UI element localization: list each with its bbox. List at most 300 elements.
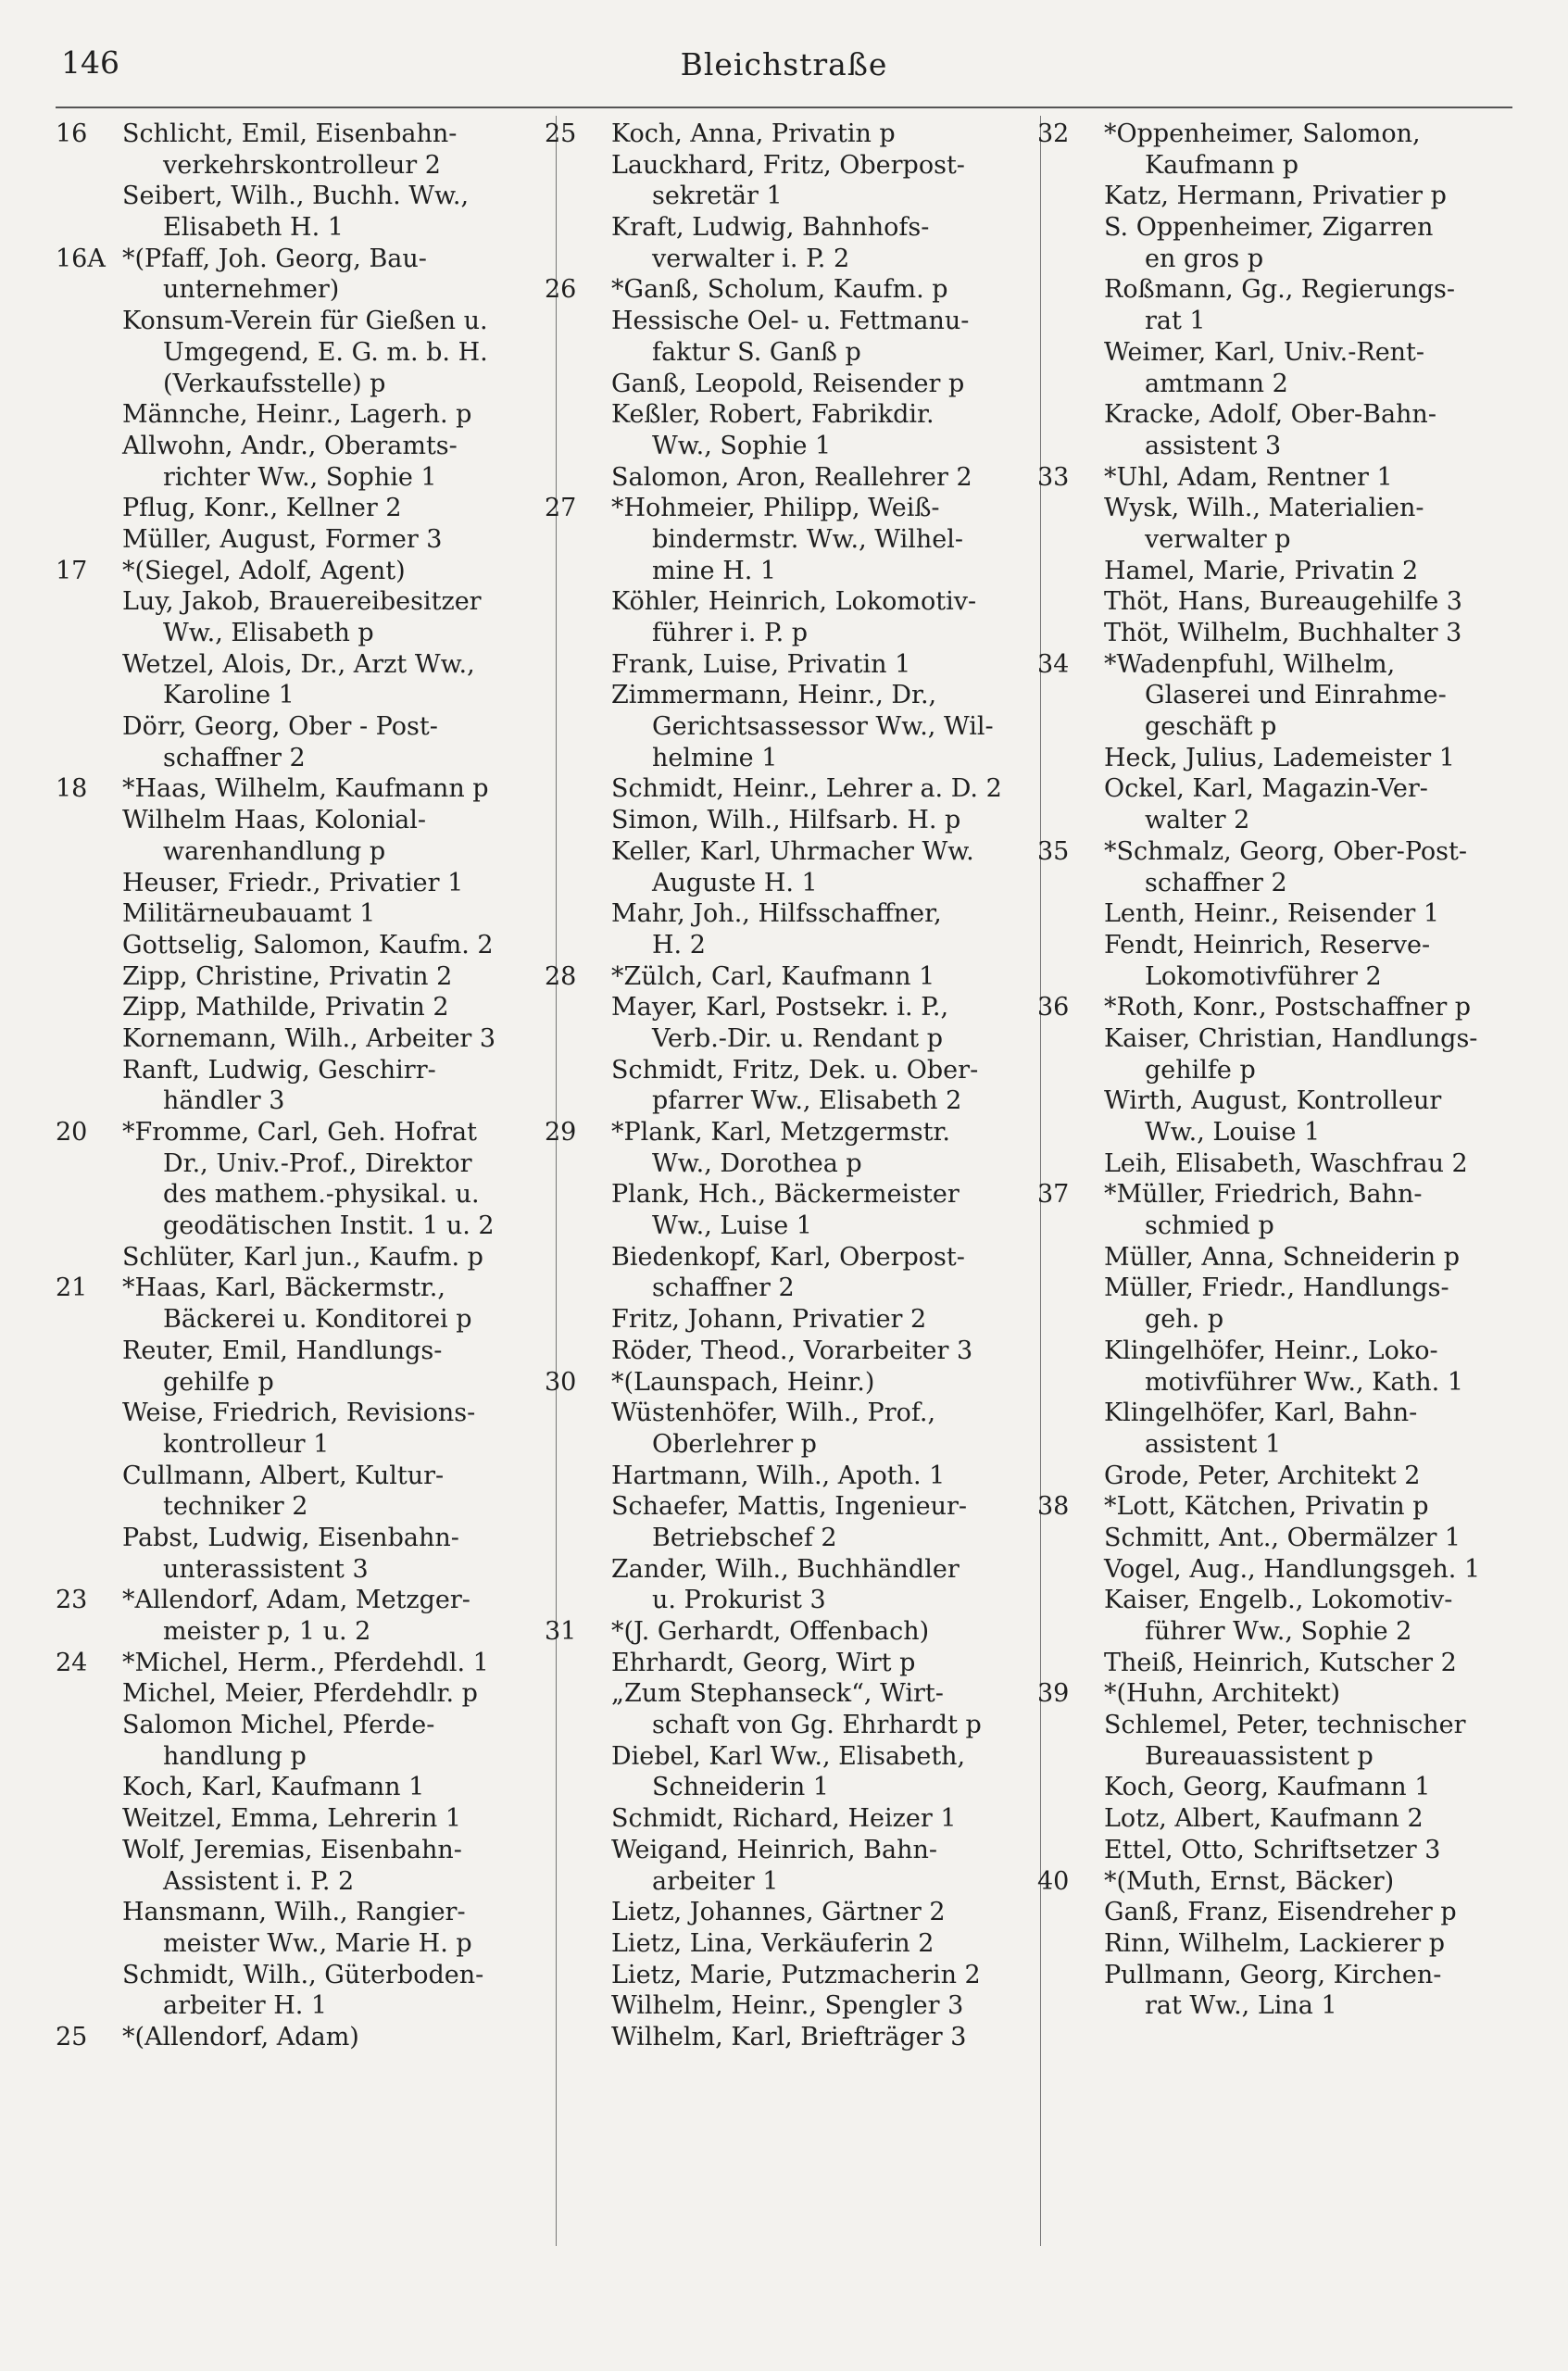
resident-entry-text: Zander, Wilh., Buchhändler [611, 1554, 960, 1584]
resident-entry-text: H. 2 [652, 930, 706, 960]
resident-entry-text: Fritz, Johann, Privatier 2 [611, 1305, 927, 1335]
resident-entry-text: *(Allendorf, Adam) [122, 2022, 359, 2051]
resident-entry-text: Theiß, Heinrich, Kutscher 2 [1104, 1648, 1457, 1677]
resident-entry-text: Heck, Julius, Lademeister 1 [1104, 743, 1455, 772]
resident-entry-text: schmied p [1145, 1211, 1274, 1241]
resident-entry-text: verwalter i. P. 2 [652, 244, 850, 273]
directory-line [56, 1023, 514, 1055]
directory-line [545, 2022, 1003, 2053]
resident-entry-text: verkehrskontrolleur 2 [163, 150, 441, 180]
resident-entry-text: Schlicht, Emil, Eisenbahn- [122, 119, 458, 148]
directory-line [1037, 836, 1496, 868]
resident-entry-text: arbeiter 1 [652, 1866, 779, 1896]
resident-entry-text: Zimmermann, Heinr., Dr., [611, 681, 937, 710]
resident-entry-text: Simon, Wilh., Hilfsarb. H. p [611, 806, 961, 835]
resident-entry-text: Assistent i. P. 2 [163, 1866, 355, 1896]
header-rule [56, 107, 1512, 108]
resident-entry-text: Plank, Hch., Bäckermeister [611, 1180, 960, 1210]
directory-line [1037, 524, 1496, 556]
directory-line [1037, 1304, 1496, 1336]
resident-entry-text: arbeiter H. 1 [163, 1991, 328, 2021]
resident-entry-text: Hartmann, Wilh., Apoth. 1 [611, 1461, 946, 1490]
house-number: 20 [56, 1118, 88, 1147]
directory-line [1037, 649, 1496, 681]
directory-line [1037, 1585, 1496, 1616]
resident-entry-text: Ww., Louise 1 [1145, 1118, 1321, 1147]
directory-line [545, 1023, 1003, 1055]
resident-entry-text: *Wadenpfuhl, Wilhelm, [1104, 649, 1396, 679]
directory-line [1037, 1429, 1496, 1461]
directory-line [56, 805, 514, 836]
resident-entry-text: Pflug, Konr., Kellner 2 [122, 494, 402, 523]
resident-entry-text: pfarrer Ww., Elisabeth 2 [652, 1086, 962, 1116]
directory-line [545, 556, 1003, 587]
resident-entry-text: Lotz, Albert, Kaufmann 2 [1104, 1804, 1424, 1834]
resident-entry-text: Wirth, August, Kontrolleur [1104, 1086, 1442, 1116]
directory-line [545, 1741, 1003, 1773]
directory-line [545, 431, 1003, 462]
resident-entry-text: sekretär 1 [652, 182, 783, 211]
resident-entry-text: *Fromme, Carl, Geh. Hofrat [122, 1118, 477, 1147]
directory-line [1037, 1741, 1496, 1773]
directory-line [545, 586, 1003, 618]
house-number: 28 [545, 961, 577, 991]
directory-line [545, 1616, 1003, 1648]
house-number: 40 [1037, 1866, 1070, 1896]
resident-entry-text: Hansmann, Wilh., Rangier- [122, 1898, 466, 1927]
directory-line [1037, 399, 1496, 431]
resident-entry-text: u. Prokurist 3 [652, 1586, 826, 1615]
column-3 [1037, 119, 1496, 2239]
resident-entry-text: Salomon, Aron, Reallehrer 2 [611, 462, 972, 492]
resident-entry-text: *Allendorf, Adam, Metzger- [122, 1586, 470, 1615]
resident-entry-text: kontrolleur 1 [163, 1429, 330, 1459]
resident-entry-text: Militärneubauamt 1 [122, 899, 376, 929]
resident-entry-text: Mahr, Joh., Hilfsschaffner, [611, 899, 942, 929]
resident-entry-text: des mathem.-physikal. u. [163, 1180, 480, 1210]
directory-line [545, 836, 1003, 868]
directory-line [1037, 1117, 1496, 1148]
resident-entry-text: walter 2 [1145, 806, 1250, 835]
resident-entry-text: verwalter p [1145, 524, 1291, 554]
resident-entry-text: *(Pfaff, Joh. Georg, Bau- [122, 244, 427, 273]
resident-entry-text: schaffner 2 [1145, 868, 1287, 897]
resident-entry-text: Wilhelm Haas, Kolonial- [122, 806, 426, 835]
resident-entry-text: händler 3 [163, 1086, 285, 1116]
directory-line [1037, 1772, 1496, 1803]
resident-entry-text: Schmidt, Wilh., Güterboden- [122, 1960, 484, 1989]
directory-line [56, 274, 514, 306]
resident-entry-text: Müller, Friedr., Handlungs- [1104, 1273, 1449, 1303]
directory-line [1037, 1678, 1496, 1710]
directory-line [545, 369, 1003, 400]
directory-line [56, 618, 514, 649]
resident-entry-text: Michel, Meier, Pferdehdlr. p [122, 1679, 478, 1709]
resident-entry-text: Schmitt, Ant., Obermälzer 1 [1104, 1523, 1461, 1552]
resident-entry-text: Lietz, Marie, Putzmacherin 2 [611, 1960, 981, 1989]
house-number: 23 [56, 1586, 88, 1615]
resident-entry-text: handlung p [163, 1741, 307, 1771]
directory-line [1037, 961, 1496, 993]
resident-entry-text: Pullmann, Georg, Kirchen- [1104, 1960, 1442, 1989]
directory-line [1037, 898, 1496, 930]
resident-entry-text: Ganß, Franz, Eisendreher p [1104, 1898, 1457, 1927]
resident-entry-text: Männche, Heinr., Lagerh. p [122, 400, 472, 430]
directory-line [56, 493, 514, 524]
directory-line [1037, 1491, 1496, 1523]
resident-entry-text: schaffner 2 [163, 743, 306, 772]
resident-entry-text: Kornemann, Wilh., Arbeiter 3 [122, 1023, 496, 1053]
directory-line [545, 1148, 1003, 1180]
directory-line [1037, 306, 1496, 337]
resident-entry-text: Biedenkopf, Karl, Oberpost- [611, 1242, 965, 1272]
directory-line [1037, 1273, 1496, 1304]
resident-entry-text: Auguste H. 1 [652, 868, 818, 897]
resident-entry-text: Schlemel, Peter, technischer [1104, 1711, 1466, 1740]
house-number: 32 [1037, 119, 1070, 148]
directory-line [545, 399, 1003, 431]
resident-entry-text: Vogel, Aug., Handlungsgeh. 1 [1104, 1554, 1481, 1584]
resident-entry-text: Wetzel, Alois, Dr., Arzt Ww., [122, 649, 475, 679]
directory-line [56, 1398, 514, 1429]
house-number: 18 [56, 774, 88, 804]
directory-line [56, 836, 514, 868]
directory-line [545, 1554, 1003, 1586]
resident-entry-text: Schlüter, Karl jun., Kaufm. p [122, 1242, 483, 1272]
directory-line [1037, 212, 1496, 244]
resident-entry-text: Weitzel, Emma, Lehrerin 1 [122, 1804, 462, 1834]
house-number: 38 [1037, 1492, 1070, 1522]
directory-line [545, 649, 1003, 681]
resident-entry-text: Weimer, Karl, Univ.-Rent- [1104, 337, 1425, 367]
resident-entry-text: *(Huhn, Architekt) [1104, 1679, 1341, 1709]
resident-entry-text: geschäft p [1145, 712, 1277, 742]
resident-entry-text: Lokomotivführer 2 [1145, 961, 1382, 991]
directory-line [56, 743, 514, 774]
directory-line [545, 1211, 1003, 1242]
resident-entry-text: S. Oppenheimer, Zigarren [1104, 213, 1434, 243]
directory-line [56, 992, 514, 1023]
resident-entry-text: Salomon Michel, Pferde- [122, 1711, 435, 1740]
resident-entry-text: *Oppenheimer, Salomon, [1104, 119, 1421, 148]
resident-entry-text: Kaiser, Engelb., Lokomotiv- [1104, 1586, 1453, 1615]
directory-line [545, 1117, 1003, 1148]
resident-entry-text: Hessische Oel- u. Fettmanu- [611, 307, 970, 336]
resident-entry-text: Diebel, Karl Ww., Elisabeth, [611, 1741, 966, 1771]
directory-line [56, 1085, 514, 1117]
directory-line [545, 930, 1003, 961]
directory-line [545, 1242, 1003, 1273]
directory-line [56, 930, 514, 961]
resident-entry-text: techniker 2 [163, 1492, 308, 1522]
directory-line [1037, 1616, 1496, 1648]
directory-line [545, 1085, 1003, 1117]
directory-line [56, 1710, 514, 1741]
house-number: 30 [545, 1367, 577, 1397]
directory-line [545, 1491, 1003, 1523]
resident-entry-text: meister Ww., Marie H. p [163, 1928, 472, 1958]
resident-entry-text: Luy, Jakob, Brauereibesitzer [122, 587, 482, 617]
resident-entry-text: Rinn, Wilhelm, Lackierer p [1104, 1928, 1446, 1958]
directory-line [1037, 1897, 1496, 1928]
resident-entry-text: richter Ww., Sophie 1 [163, 462, 437, 492]
directory-line [1037, 1960, 1496, 1991]
resident-entry-text: „Zum Stephanseck“, Wirt- [611, 1679, 944, 1709]
resident-entry-text: unterassistent 3 [163, 1554, 369, 1584]
resident-entry-text: Gerichtsassessor Ww., Wil- [652, 712, 994, 742]
directory-line [545, 212, 1003, 244]
resident-entry-text: Klingelhöfer, Heinr., Loko- [1104, 1336, 1438, 1365]
directory-line [545, 493, 1003, 524]
directory-line [545, 150, 1003, 182]
directory-line [1037, 150, 1496, 182]
directory-line [1037, 431, 1496, 462]
resident-entry-text: Ockel, Karl, Magazin-Ver- [1104, 774, 1428, 804]
directory-line [545, 1960, 1003, 1991]
resident-entry-text: *Hohmeier, Philipp, Weiß- [611, 494, 940, 523]
directory-line [56, 773, 514, 805]
resident-entry-text: Schaefer, Mattis, Ingenieur- [611, 1492, 967, 1522]
directory-line [545, 1304, 1003, 1336]
house-number: 17 [56, 556, 88, 585]
directory-line [545, 1835, 1003, 1866]
resident-entry-text: *Michel, Herm., Pferdehdl. 1 [122, 1648, 489, 1677]
resident-entry-text: Lietz, Johannes, Gärtner 2 [611, 1898, 946, 1927]
resident-entry-text: *(Siegel, Adolf, Agent) [122, 556, 406, 585]
directory-line [56, 1367, 514, 1399]
directory-line [1037, 930, 1496, 961]
directory-line [56, 369, 514, 400]
resident-entry-text: *Lott, Kätchen, Privatin p [1104, 1492, 1429, 1522]
resident-entry-text: Wolf, Jeremias, Eisenbahn- [122, 1835, 462, 1864]
resident-entry-text: (Verkaufsstelle) p [163, 369, 386, 398]
house-number: 16 [56, 119, 88, 148]
directory-line [56, 1055, 514, 1086]
resident-entry-text: *Roth, Konr., Postschaffner p [1104, 993, 1472, 1022]
directory-line [1037, 1866, 1496, 1898]
directory-line [1037, 773, 1496, 805]
directory-line [545, 524, 1003, 556]
resident-entry-text: *(J. Gerhardt, Offenbach) [611, 1617, 930, 1646]
directory-line [545, 743, 1003, 774]
resident-entry-text: assistent 1 [1145, 1429, 1282, 1459]
resident-entry-text: Schmidt, Heinr., Lehrer a. D. 2 [611, 774, 1002, 804]
resident-entry-text: warenhandlung p [163, 836, 386, 866]
resident-entry-text: *Schmalz, Georg, Ober-Post- [1104, 836, 1467, 866]
directory-line [1037, 369, 1496, 400]
directory-line [545, 1648, 1003, 1679]
directory-line [1037, 244, 1496, 275]
directory-line [545, 711, 1003, 743]
directory-line [545, 306, 1003, 337]
resident-entry-text: Röder, Theod., Vorarbeiter 3 [611, 1336, 973, 1365]
resident-entry-text: meister p, 1 u. 2 [163, 1617, 371, 1646]
directory-line [56, 306, 514, 337]
directory-line [1037, 1085, 1496, 1117]
resident-entry-text: schaffner 2 [652, 1273, 795, 1303]
directory-line [56, 1960, 514, 1991]
resident-entry-text: Hamel, Marie, Privatin 2 [1104, 556, 1419, 585]
resident-entry-text: gehilfe p [1145, 1055, 1256, 1085]
directory-line [545, 181, 1003, 212]
resident-entry-text: Zipp, Christine, Privatin 2 [122, 961, 453, 991]
directory-line [545, 244, 1003, 275]
directory-line [56, 1336, 514, 1367]
resident-entry-text: Kaiser, Christian, Handlungs- [1104, 1023, 1478, 1053]
directory-line [545, 1897, 1003, 1928]
directory-line [545, 773, 1003, 805]
directory-line [56, 1897, 514, 1928]
directory-line [56, 868, 514, 899]
directory-line [56, 1429, 514, 1461]
resident-entry-text: *Haas, Wilhelm, Kaufmann p [122, 774, 489, 804]
resident-entry-text: Ganß, Leopold, Reisender p [611, 369, 965, 398]
resident-entry-text: Ehrhardt, Georg, Wirt p [611, 1648, 916, 1677]
directory-line [56, 1273, 514, 1304]
house-number: 31 [545, 1617, 577, 1646]
directory-line [1037, 1242, 1496, 1273]
directory-line [56, 1741, 514, 1773]
directory-line [56, 150, 514, 182]
house-number: 36 [1037, 993, 1070, 1022]
resident-entry-text: *Zülch, Carl, Kaufmann 1 [611, 961, 935, 991]
directory-line [56, 1990, 514, 2022]
directory-line [1037, 119, 1496, 150]
resident-entry-text: Müller, August, Former 3 [122, 524, 443, 554]
directory-line [545, 1273, 1003, 1304]
directory-line [56, 119, 514, 150]
directory-line [56, 181, 514, 212]
directory-line [56, 1803, 514, 1835]
directory-line [56, 524, 514, 556]
directory-line [1037, 1461, 1496, 1492]
resident-entry-text: Kracke, Adolf, Ober-Bahn- [1104, 400, 1436, 430]
resident-entry-text: Ranft, Ludwig, Geschirr- [122, 1055, 436, 1085]
directory-line [1037, 1367, 1496, 1399]
resident-entry-text: Frank, Luise, Privatin 1 [611, 649, 911, 679]
directory-line [56, 711, 514, 743]
resident-entry-text: gehilfe p [163, 1367, 274, 1397]
directory-line [1037, 462, 1496, 494]
resident-entry-text: motivführer Ww., Kath. 1 [1145, 1367, 1463, 1397]
directory-line [56, 1242, 514, 1273]
directory-line [1037, 992, 1496, 1023]
resident-entry-text: assistent 3 [1145, 431, 1282, 460]
resident-entry-text: Schneiderin 1 [652, 1773, 829, 1802]
directory-line [545, 1523, 1003, 1554]
resident-entry-text: Kraft, Ludwig, Bahnhofs- [611, 213, 930, 243]
resident-entry-text: Weigand, Heinrich, Bahn- [611, 1835, 937, 1864]
directory-line [1037, 1990, 1496, 2022]
resident-entry-text: Dr., Univ.-Prof., Direktor [163, 1148, 472, 1178]
directory-line [56, 1179, 514, 1211]
resident-entry-text: Bäckerei u. Konditorei p [163, 1305, 472, 1335]
resident-entry-text: *Müller, Friedrich, Bahn- [1104, 1180, 1423, 1210]
house-number: 26 [545, 275, 577, 305]
resident-entry-text: führer i. P. p [652, 619, 809, 647]
directory-line [1037, 1648, 1496, 1679]
directory-line [56, 462, 514, 494]
house-number: 34 [1037, 649, 1070, 679]
resident-entry-text: Wilhelm, Heinr., Spengler 3 [611, 1991, 964, 2021]
resident-entry-text: Grode, Peter, Architekt 2 [1104, 1461, 1421, 1490]
directory-line [56, 1616, 514, 1648]
resident-entry-text: Glaserei und Einrahme- [1145, 681, 1447, 710]
directory-line [56, 1585, 514, 1616]
directory-line [1037, 1710, 1496, 1741]
resident-entry-text: Lietz, Lina, Verkäuferin 2 [611, 1928, 935, 1958]
directory-line [1037, 274, 1496, 306]
directory-line [1037, 1554, 1496, 1586]
house-number: 33 [1037, 462, 1070, 492]
directory-line [1037, 1398, 1496, 1429]
house-number: 25 [545, 119, 577, 148]
directory-line [1037, 1523, 1496, 1554]
house-number: 16A [56, 244, 106, 273]
resident-entry-text: helmine 1 [652, 743, 778, 772]
directory-line [1037, 1211, 1496, 1242]
house-number: 24 [56, 1648, 88, 1677]
directory-line [56, 1304, 514, 1336]
resident-entry-text: Ww., Elisabeth p [163, 619, 374, 647]
directory-line [56, 1928, 514, 1960]
resident-entry-text: Ettel, Otto, Schriftsetzer 3 [1104, 1835, 1441, 1864]
directory-line [545, 1367, 1003, 1399]
directory-line [545, 898, 1003, 930]
directory-line [56, 1523, 514, 1554]
directory-line [545, 462, 1003, 494]
resident-entry-text: rat 1 [1145, 307, 1206, 336]
resident-entry-text: Verb.-Dir. u. Rendant p [652, 1023, 944, 1053]
resident-entry-text: Ww., Sophie 1 [652, 431, 832, 460]
resident-entry-text: Köhler, Heinrich, Lokomotiv- [611, 587, 977, 617]
directory-line [1037, 743, 1496, 774]
directory-line [545, 868, 1003, 899]
resident-entry-text: Fendt, Heinrich, Reserve- [1104, 930, 1431, 960]
directory-line [1037, 1928, 1496, 1960]
directory-line [56, 556, 514, 587]
directory-line [545, 961, 1003, 993]
directory-line [56, 1835, 514, 1866]
directory-line [1037, 1179, 1496, 1211]
directory-line [1037, 1803, 1496, 1835]
resident-entry-text: Thöt, Wilhelm, Buchhalter 3 [1104, 619, 1462, 647]
resident-entry-text: Koch, Karl, Kaufmann 1 [122, 1773, 425, 1802]
directory-line [545, 1336, 1003, 1367]
directory-line [56, 431, 514, 462]
resident-entry-text: Konsum-Verein für Gießen u. [122, 307, 488, 336]
directory-line [1037, 1055, 1496, 1086]
resident-entry-text: Gottselig, Salomon, Kaufm. 2 [122, 930, 494, 960]
resident-entry-text: Mayer, Karl, Postsekr. i. P., [611, 993, 949, 1022]
resident-entry-text: *(Muth, Ernst, Bäcker) [1104, 1866, 1395, 1896]
house-number: 29 [545, 1118, 577, 1147]
directory-line [545, 618, 1003, 649]
resident-entry-text: Koch, Anna, Privatin p [611, 119, 896, 148]
resident-entry-text: schaft von Gg. Ehrhardt p [652, 1711, 982, 1740]
directory-line [56, 1772, 514, 1803]
resident-entry-text: unternehmer) [163, 275, 340, 305]
resident-entry-text: *Uhl, Adam, Rentner 1 [1104, 462, 1393, 492]
directory-line [545, 1585, 1003, 1616]
resident-entry-text: *Haas, Karl, Bäckermstr., [122, 1273, 445, 1303]
directory-line [56, 1117, 514, 1148]
directory-line [545, 1928, 1003, 1960]
column-1 [56, 119, 514, 2239]
resident-entry-text: mine H. 1 [652, 556, 777, 585]
page-number: 146 [61, 44, 119, 81]
resident-entry-text: Reuter, Emil, Handlungs- [122, 1336, 443, 1365]
